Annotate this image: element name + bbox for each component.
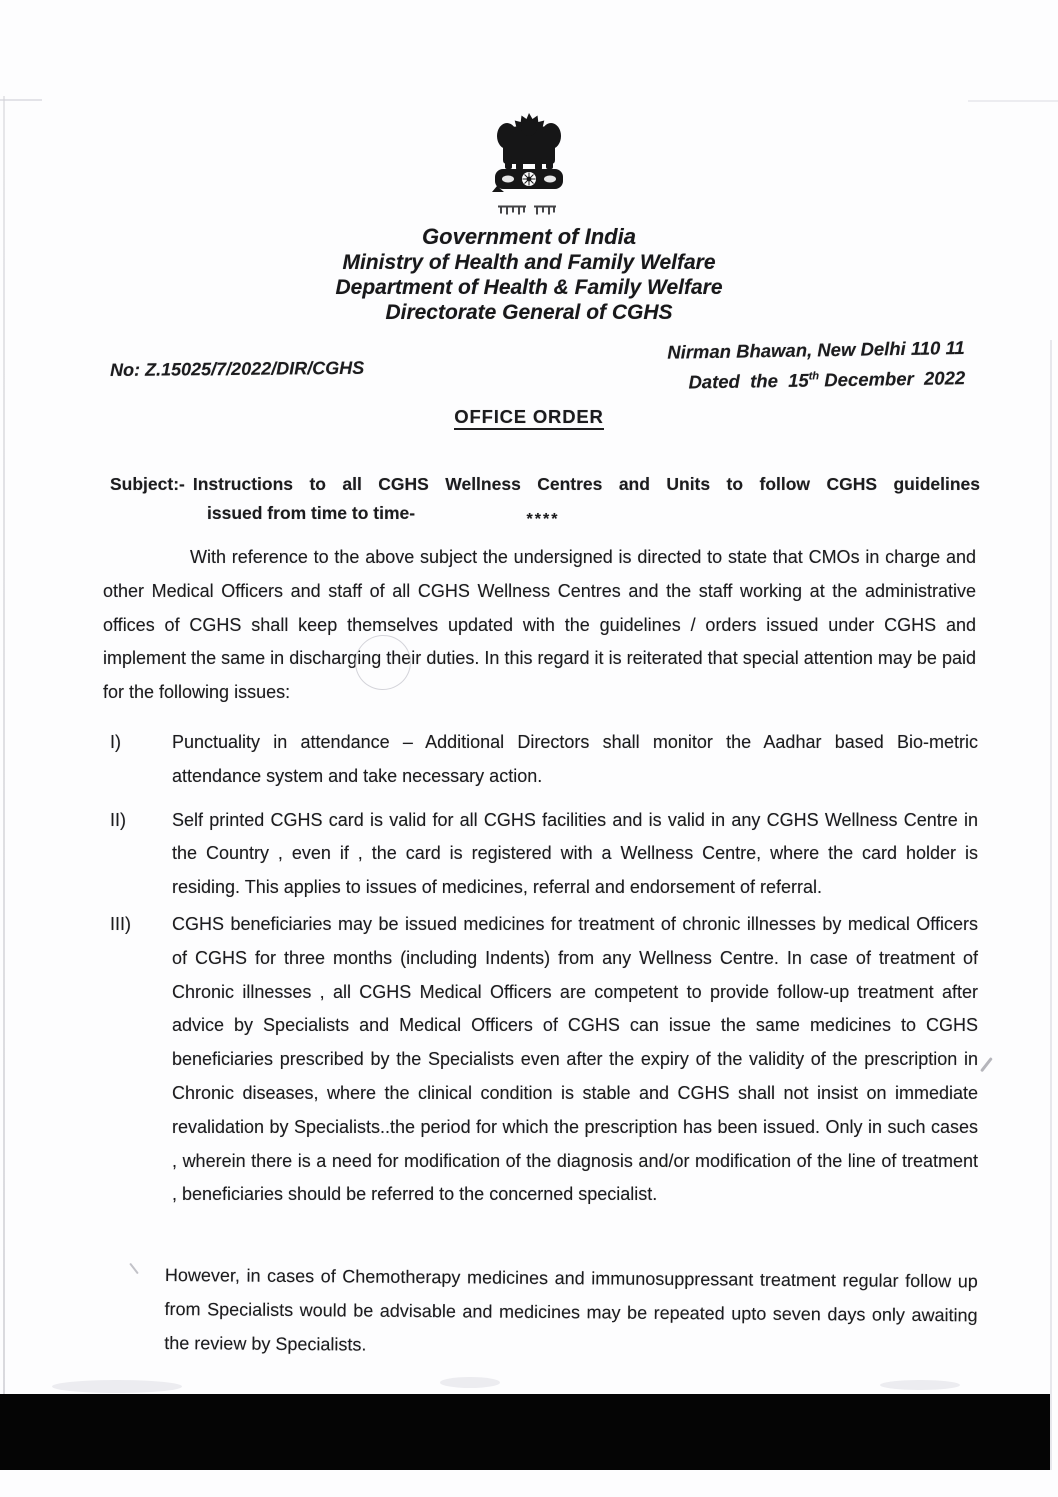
list-numeral: II) bbox=[110, 809, 126, 830]
stray-slash-mark bbox=[980, 1057, 992, 1072]
separator-stars: **** bbox=[526, 511, 560, 528]
date-text: Dated the 15 bbox=[687, 369, 809, 393]
stray-tick-mark bbox=[129, 1263, 139, 1274]
list-item-text: Self printed CGHS card is valid for all CGHS facilities and is valid in any CGHS Wellness Centre in the Country , even if , the card is registered with a Wellness Centre, where the card holder is residing. This applies to issues of medicines, referral and endorsement of referral. bbox=[172, 809, 978, 898]
list-item-text: Punctuality in attendance – Additional Directors shall monitor the Aadhar based Bio-metric attendance system and take necessary action. bbox=[172, 732, 978, 786]
numbered-list bbox=[110, 726, 978, 1212]
india-national-emblem-icon bbox=[469, 112, 589, 217]
satyameva-jayate-motto bbox=[497, 204, 561, 217]
subject-line-1 bbox=[110, 470, 980, 499]
subject-text: Instructions to all CGHS Wellness Centres and Units to follow CGHS guidelines bbox=[192, 474, 980, 494]
subject-line-2: issued from time to time- bbox=[207, 503, 416, 523]
list-numeral: III) bbox=[110, 913, 131, 934]
scanner-black-bar bbox=[0, 1394, 1050, 1470]
list-item bbox=[110, 908, 978, 1212]
org-line-ministry: Ministry of Health and Family Welfare bbox=[342, 251, 716, 274]
letterhead-address-block bbox=[667, 334, 965, 396]
scan-top-left-edge bbox=[0, 99, 42, 101]
list-numeral: I) bbox=[110, 732, 121, 752]
list-item-text: CGHS beneficiaries may be issued medicines for treatment of chronic illnesses by medical Officers of CGHS for three months (including Indents) from any Wellness Centre. In case of treatment of Chronic illnesses , all CGHS Medical Officers are competent to provide follow-up treatment after advice by Specialists and Medical Officers of CGHS can issue the same medicines to CGHS beneficiaries prescribed by the Specialists even after the expiry of the validity of the prescription in Chronic diseases, where the clinical condition is stable and CGHS shall not insist on immediate revalidation by Specialists..the period for which the prescription has been issued. Only in such cases , wherein there is a need for modification of the diagnosis and/or modification of the line of treatment , beneficiaries should be referred to the concerned specialist. bbox=[172, 913, 978, 1205]
reference-number: No: Z.15025/7/2022/DIR/CGHS bbox=[110, 357, 365, 380]
scan-smudge bbox=[880, 1380, 960, 1390]
org-line-government: Government of India bbox=[422, 224, 636, 249]
document-title: OFFICE ORDER bbox=[454, 406, 603, 430]
date-text-rest: December 2022 bbox=[818, 367, 965, 391]
list-item bbox=[110, 804, 978, 905]
scan-smudge bbox=[440, 1377, 500, 1388]
date-ordinal-superscript: th bbox=[808, 370, 819, 383]
org-line-directorate: Directorate General of CGHS bbox=[385, 301, 673, 324]
scan-smudge bbox=[52, 1380, 182, 1393]
closing-paragraph: However, in cases of Chemotherapy medicines and immunosuppressant treatment regular follow up from Specialists would be advisable and medicines may be repeated upto seven days only awaiting the review by Specialists. bbox=[164, 1264, 978, 1355]
scan-left-edge-line bbox=[3, 96, 5, 1394]
intro-paragraph: With reference to the above subject the undersigned is directed to state that CMOs in charge and other Medical Officers and staff of all CGHS Wellness Centres and the staff working at the administrative offices of CGHS shall keep themselves updated with the guidelines / orders issued under CGHS and implement the same in discharging their duties. In this regard it is reiterated that special attention may be paid for the following issues: bbox=[103, 547, 976, 703]
org-line-department: Department of Health & Family Welfare bbox=[335, 276, 723, 299]
list-item bbox=[110, 726, 978, 794]
scan-right-edge-line bbox=[1050, 340, 1052, 1470]
address-place: Nirman Bhawan, New Delhi 110 11 bbox=[666, 336, 965, 363]
letterhead-org-block bbox=[0, 223, 1058, 325]
subject-label: Subject:- bbox=[110, 474, 185, 494]
address-date bbox=[667, 361, 965, 396]
scan-top-right-edge bbox=[968, 100, 1058, 102]
